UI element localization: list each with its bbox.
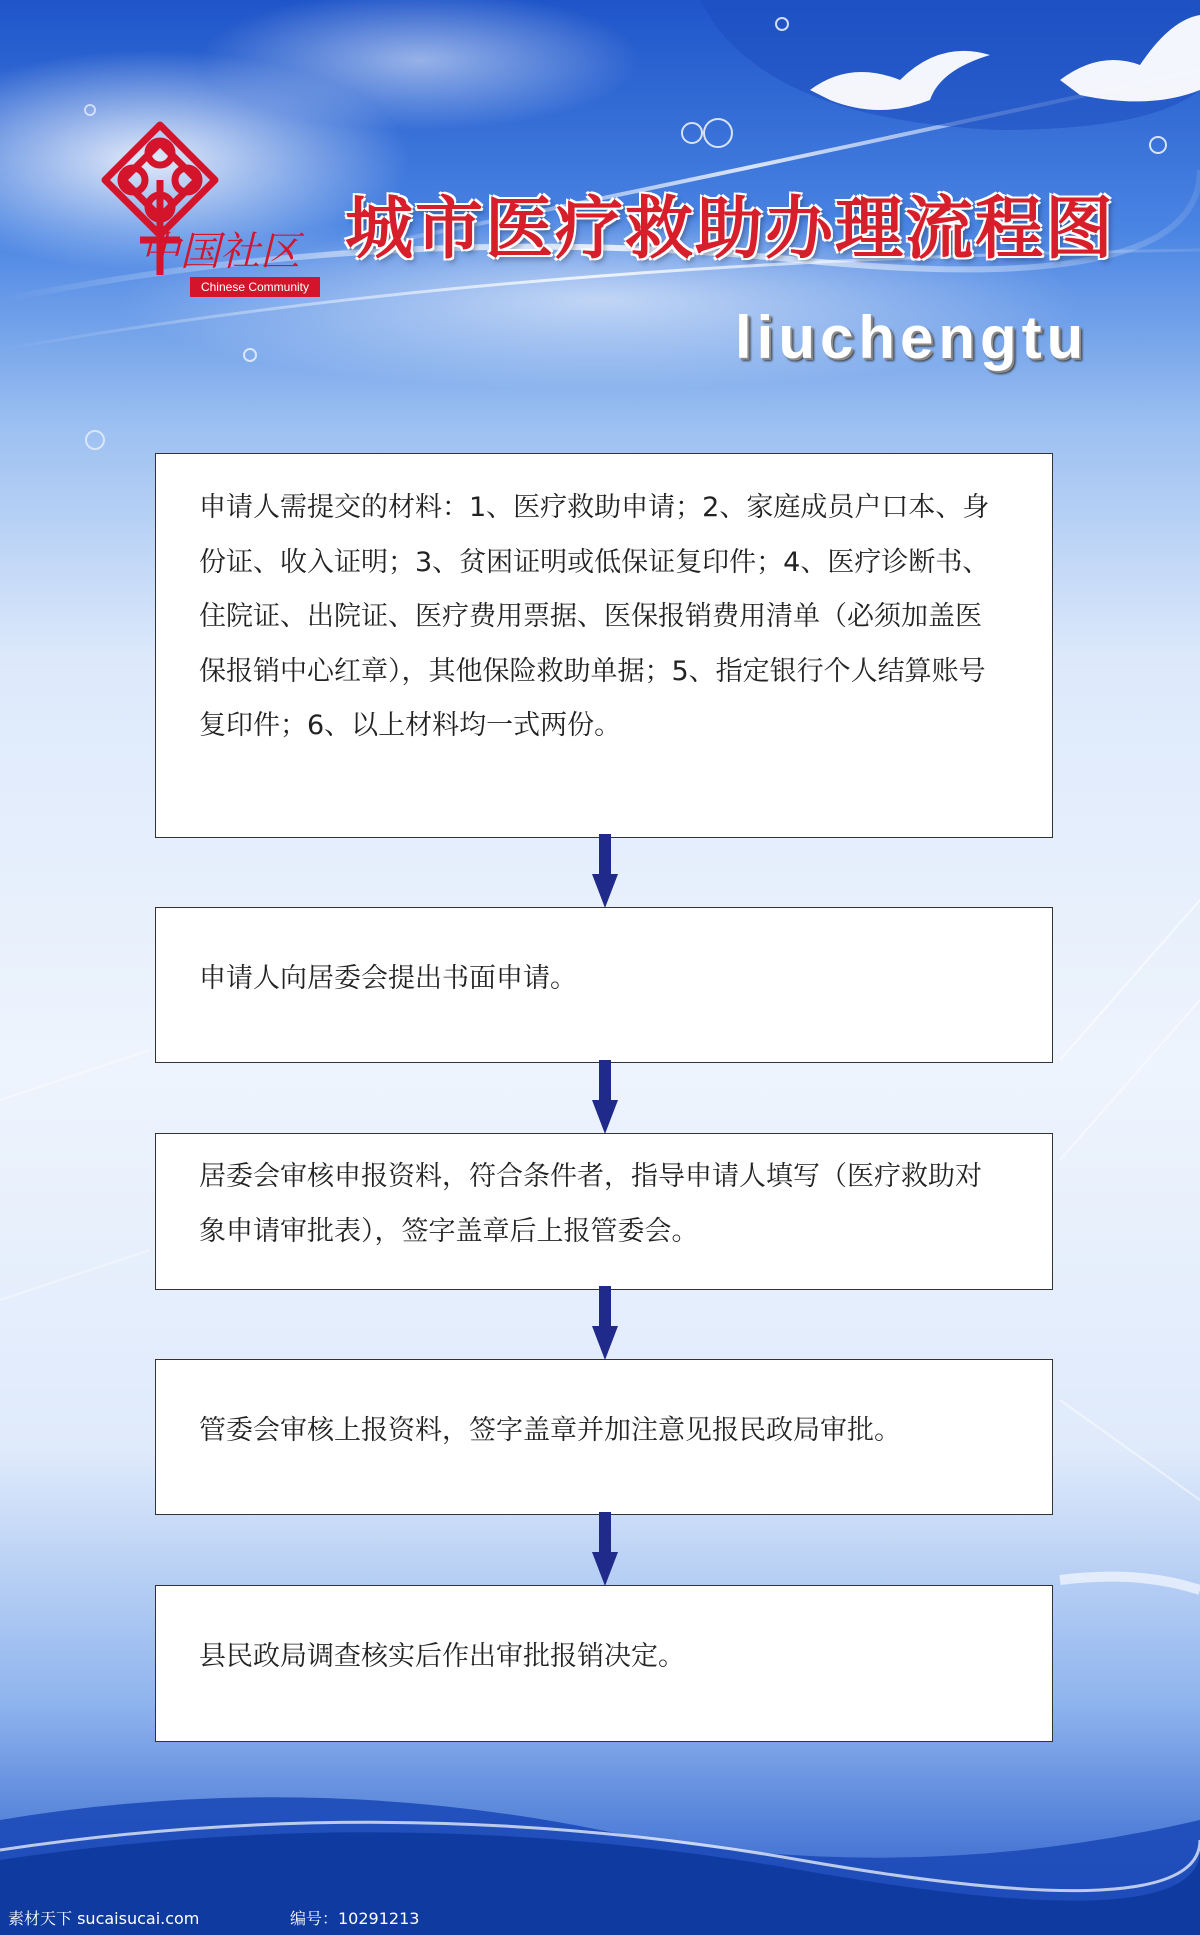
footer-watermark: 素材天下 sucaisucai.com [8,1909,200,1928]
logo [95,115,325,294]
arrow-down-icon [592,834,618,908]
flow-step-5: 县民政局调查核实后作出审批报销决定。 [155,1585,1053,1742]
flow-step-2: 申请人向居委会提出书面申请。 [155,907,1053,1063]
footer-id: 编号：10291213 [290,1909,420,1928]
arrow-down-icon [592,1060,618,1134]
page-subtitle: liuchengtu [735,304,1089,371]
logo-english-text: Chinese Community [190,277,320,297]
flow-step-3: 居委会审核申报资料，符合条件者，指导申请人填写（医疗救助对象申请审批表），签字盖章后上报管委会。 [155,1133,1053,1290]
arrow-down-icon [592,1286,618,1360]
flow-step-1: 申请人需提交的材料：1、医疗救助申请；2、家庭成员户口本、身份证、收入证明；3、贫困证明或低保证复印件；4、医疗诊断书、住院证、出院证、医疗费用票据、医保报销费用清单（必须加盖医保报销中心红章），其他保险救助单据；5、指定银行个人结算账号复印件；6、以上材料均一式两份。 [155,453,1053,838]
flow-step-4: 管委会审核上报资料，签字盖章并加注意见报民政局审批。 [155,1359,1053,1515]
page-title: 城市医疗救助办理流程图 [345,190,1116,269]
logo-chinese-text: 中国社区 [140,229,300,275]
arrow-down-icon [592,1512,618,1586]
